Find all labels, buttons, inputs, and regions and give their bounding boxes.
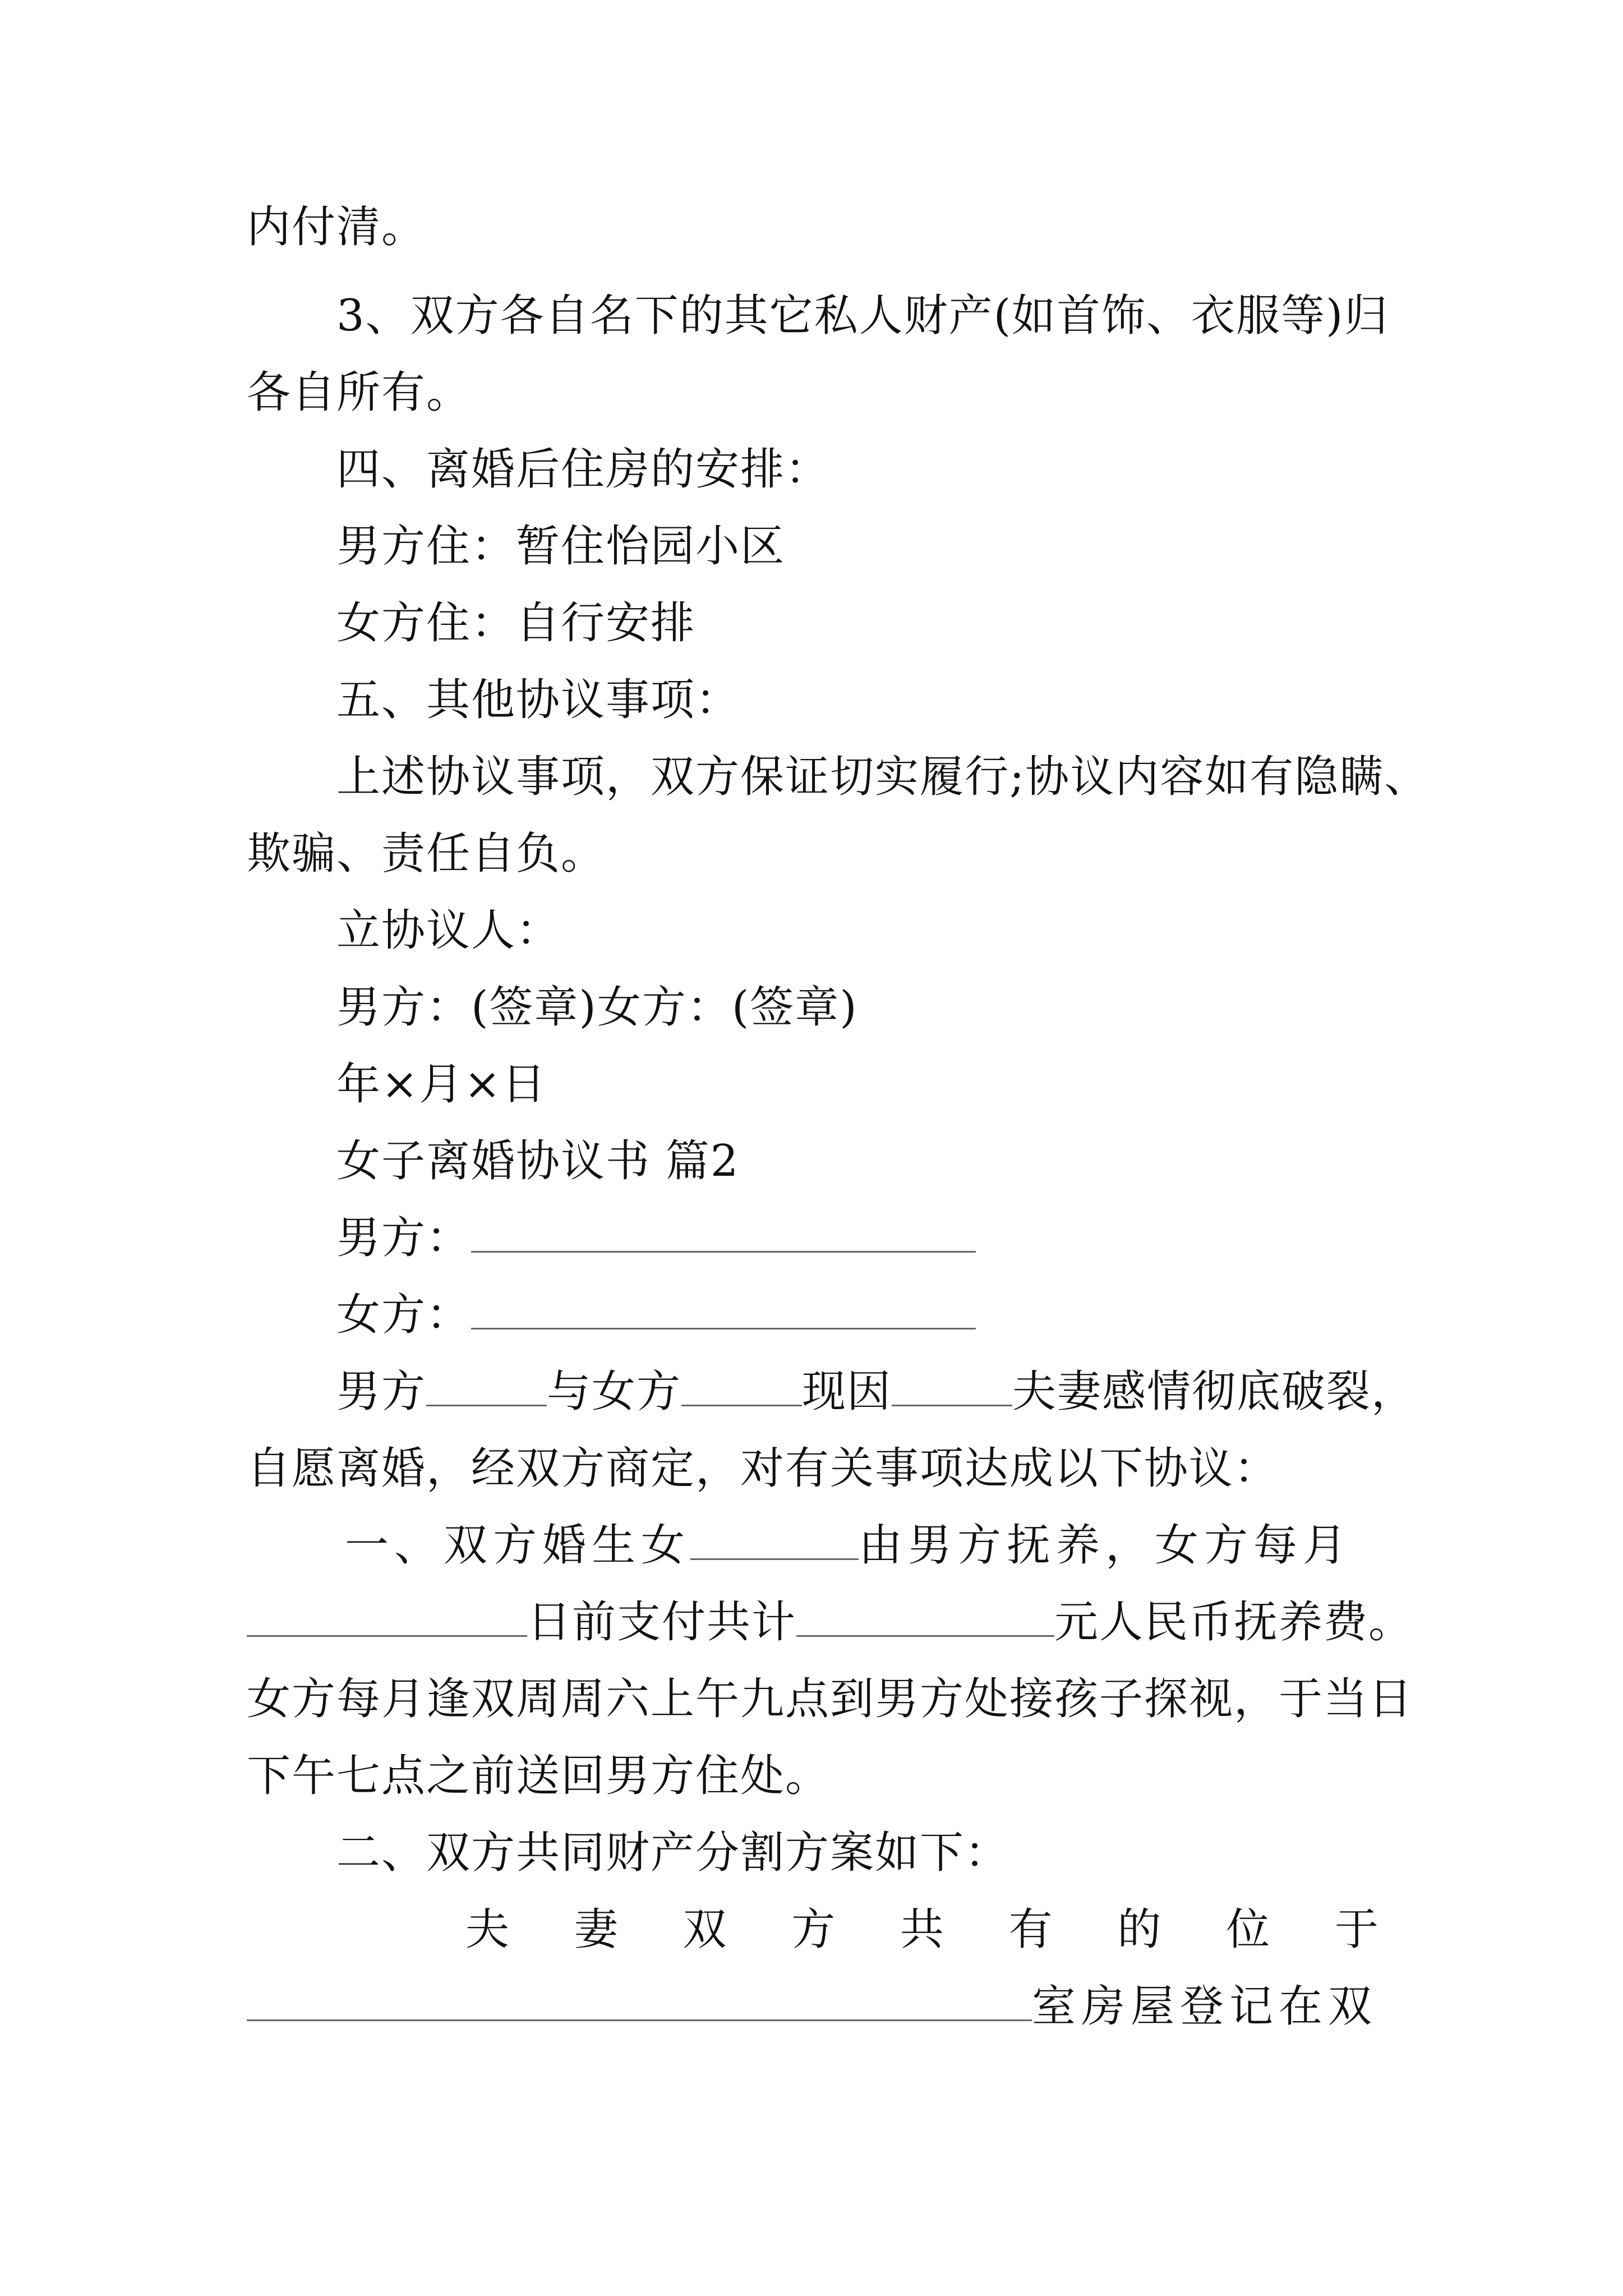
date-line: 年×月×日 [336, 1059, 547, 1110]
text-char: 的 [1117, 1904, 1163, 1955]
text-fragment: 现因 [802, 1366, 892, 1417]
party-line-male [336, 1210, 1391, 1266]
text-char: 妻 [574, 1904, 619, 1955]
signature-line: 男方：(签章)女方：(签章) [336, 982, 858, 1033]
text-fragment: 由男方抚养，女方每月 [859, 1520, 1353, 1571]
fill-in-blank[interactable] [690, 1525, 859, 1560]
paragraph-line: 自愿离婚，经双方商定，对有关事项达成以下协议： [247, 1443, 1279, 1494]
fill-in-blank[interactable] [796, 1602, 1054, 1637]
fill-in-blank[interactable] [247, 1602, 527, 1637]
party-line-female [336, 1287, 1391, 1343]
text-fragment: 室房屋登记在双 [1032, 1981, 1378, 2032]
fill-in-blank[interactable] [471, 1294, 976, 1329]
spread-text-line [465, 1902, 1380, 1958]
paragraph-line: 女方住：自行安排 [336, 598, 696, 648]
text-fragment: 夫妻感情彻底破裂， [1012, 1366, 1417, 1417]
text-fragment: 一、双方婚生女 [345, 1520, 691, 1571]
text-fragment: 男方 [336, 1366, 427, 1417]
paragraph-line [247, 1594, 1414, 1650]
section-heading: 五、其他协议事项： [336, 675, 741, 725]
paragraph-line: 3、双方各自名下的其它私人财产(如首饰、衣服等)归 [336, 291, 1389, 341]
text-char: 夫 [465, 1904, 511, 1955]
text-char: 有 [1008, 1904, 1054, 1955]
fill-in-blank[interactable] [892, 1371, 1012, 1406]
paragraph-line: 男方住：暂住怡园小区 [336, 521, 786, 572]
paragraph-line: 立协议人： [336, 905, 561, 956]
text-char: 双 [683, 1904, 728, 1955]
paragraph-line: 下午七点之前送回男方住处。 [247, 1751, 831, 1801]
document-title: 女子离婚协议书 篇2 [336, 1136, 740, 1186]
text-char: 共 [900, 1904, 945, 1955]
text-char: 方 [791, 1904, 837, 1955]
paragraph-line [247, 1978, 1391, 2035]
text-char: 于 [1334, 1904, 1380, 1955]
paragraph-line: 内付清。 [247, 202, 427, 252]
paragraph-line: 上述协议事项，双方保证切实履行;协议内容如有隐瞒、 [336, 752, 1430, 802]
paragraph-line: 各自所有。 [247, 367, 472, 418]
text-fragment: 元人民币抚养费。 [1054, 1597, 1414, 1648]
paragraph-line: 女方每月逢双周周六上午九点到男方处接孩子探视，于当日 [247, 1674, 1414, 1724]
text-fragment: 日前支付共计 [527, 1597, 797, 1648]
fill-in-blank[interactable] [426, 1371, 547, 1406]
fill-in-blank[interactable] [681, 1371, 802, 1406]
section-heading: 四、离婚后住房的安排： [336, 444, 831, 495]
text-fragment: 与女方 [547, 1366, 682, 1417]
section-heading: 二、双方共同财产分割方案如下： [336, 1828, 1010, 1878]
party-label: 男方： [336, 1213, 472, 1263]
party-label: 女方： [336, 1290, 472, 1340]
fill-in-blank[interactable] [471, 1217, 976, 1253]
paragraph-line [345, 1517, 1399, 1573]
fill-in-blank[interactable] [247, 1986, 1032, 2021]
text-char: 位 [1226, 1904, 1271, 1955]
paragraph-line: 欺骗、责任自负。 [247, 829, 606, 879]
paragraph-line [336, 1364, 1417, 1420]
